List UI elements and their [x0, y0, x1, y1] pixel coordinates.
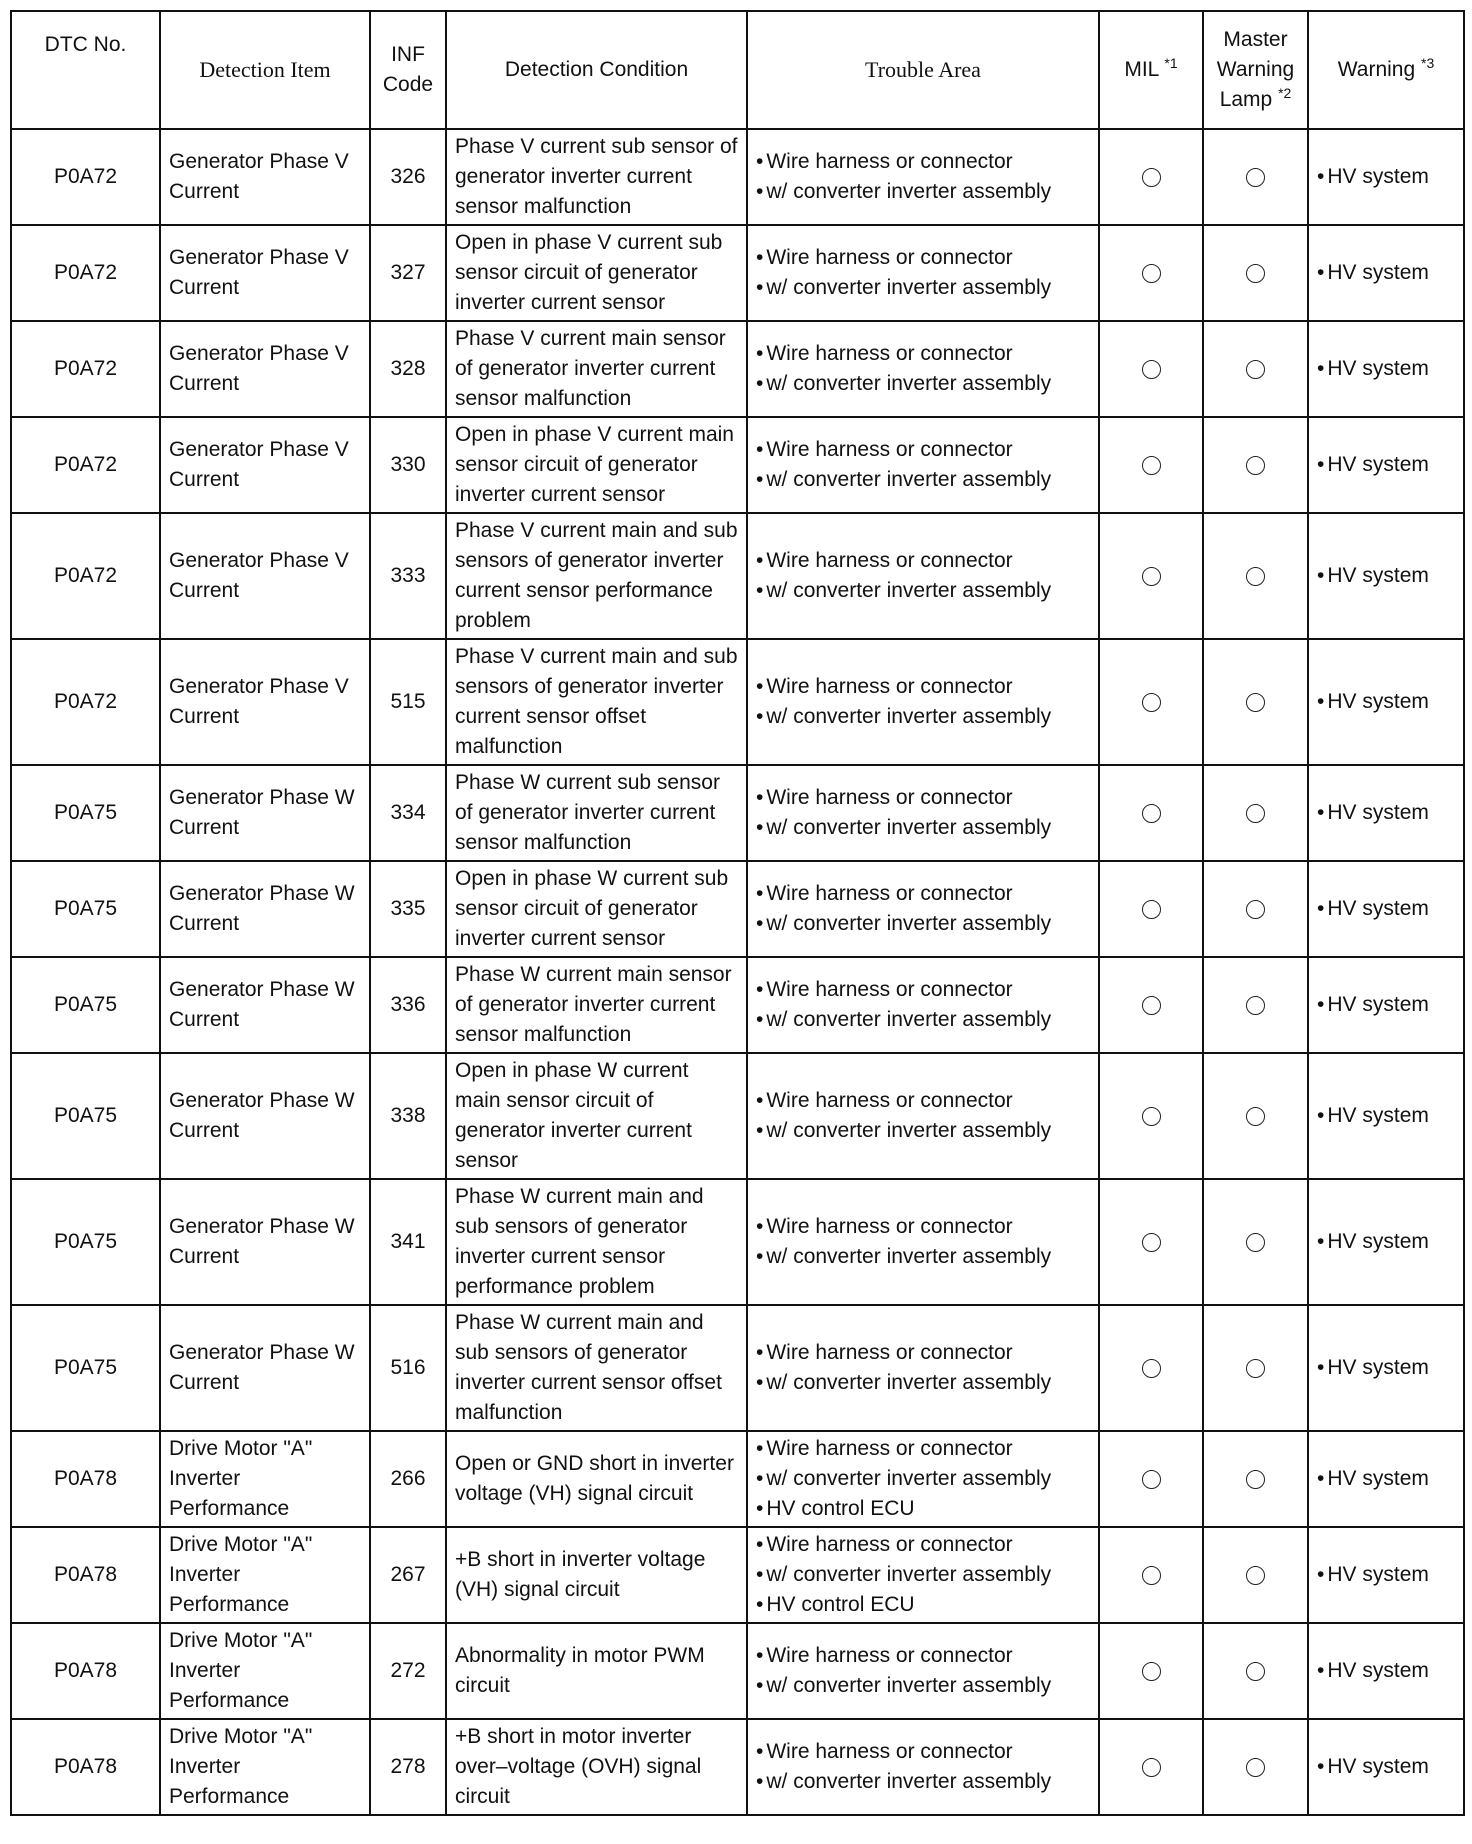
table-row	[11, 129, 1464, 225]
trouble-area-cell	[747, 417, 1099, 513]
mil-cell	[1099, 861, 1203, 957]
header-dtc-no: DTC No.	[11, 11, 160, 129]
trouble-area-item: • Wire harness or connector	[756, 1434, 1090, 1464]
mil-cell	[1099, 1527, 1203, 1623]
circle-mark-icon	[1246, 360, 1265, 379]
header-mil-note: *1	[1164, 55, 1178, 71]
circle-mark-icon	[1142, 900, 1161, 919]
detection-condition-cell: Open or GND short in inverter voltage (VH) signal circuit	[446, 1431, 747, 1527]
table-row	[11, 225, 1464, 321]
circle-mark-icon	[1142, 1470, 1161, 1489]
circle-mark-icon	[1246, 1107, 1265, 1126]
dtc-number-cell: P0A72	[11, 129, 160, 225]
header-master-warning-note: *2	[1278, 85, 1292, 101]
dtc-number-cell: P0A78	[11, 1431, 160, 1527]
detection-item-cell: Drive Motor "A" Inverter Performance	[160, 1431, 370, 1527]
table-row	[11, 639, 1464, 765]
header-inf-code: INF Code	[370, 11, 446, 129]
detection-item-cell: Generator Phase V Current	[160, 513, 370, 639]
inf-code-cell: 326	[370, 129, 446, 225]
trouble-area-item: • Wire harness or connector	[756, 1212, 1090, 1242]
table-row	[11, 1179, 1464, 1305]
dtc-number-cell: P0A75	[11, 765, 160, 861]
master-warning-cell	[1203, 417, 1308, 513]
mil-cell	[1099, 957, 1203, 1053]
circle-mark-icon	[1246, 1566, 1265, 1585]
header-mil-label: MIL	[1124, 58, 1159, 81]
warning-cell	[1308, 513, 1464, 639]
circle-mark-icon	[1246, 1359, 1265, 1378]
dtc-number-cell: P0A75	[11, 1179, 160, 1305]
master-warning-cell	[1203, 957, 1308, 1053]
table-row	[11, 861, 1464, 957]
warning-cell	[1308, 957, 1464, 1053]
circle-mark-icon	[1246, 567, 1265, 586]
circle-mark-icon	[1246, 168, 1265, 187]
trouble-area-cell	[747, 1179, 1099, 1305]
table-row	[11, 765, 1464, 861]
dtc-number-cell: P0A78	[11, 1719, 160, 1815]
circle-mark-icon	[1142, 1662, 1161, 1681]
master-warning-cell	[1203, 129, 1308, 225]
detection-item-cell: Drive Motor "A" Inverter Performance	[160, 1623, 370, 1719]
inf-code-cell: 328	[370, 321, 446, 417]
detection-item-cell: Generator Phase V Current	[160, 225, 370, 321]
detection-condition-cell: Phase V current main sensor of generator inverter current sensor malfunction	[446, 321, 747, 417]
dtc-number-cell: P0A75	[11, 861, 160, 957]
warning-item: • HV system	[1317, 1560, 1455, 1590]
detection-condition-cell: Phase W current main and sub sensors of generator inverter current sensor performance problem	[446, 1179, 747, 1305]
trouble-area-cell	[747, 1305, 1099, 1431]
table-row	[11, 957, 1464, 1053]
trouble-area-item: • Wire harness or connector	[756, 1737, 1090, 1767]
warning-cell	[1308, 129, 1464, 225]
mil-cell	[1099, 1719, 1203, 1815]
master-warning-cell	[1203, 1053, 1308, 1179]
header-master-warning-label: Master Warning Lamp	[1216, 28, 1295, 111]
circle-mark-icon	[1142, 1359, 1161, 1378]
table-row	[11, 1431, 1464, 1527]
detection-condition-cell: Phase W current main sensor of generator inverter current sensor malfunction	[446, 957, 747, 1053]
trouble-area-cell	[747, 321, 1099, 417]
detection-item-cell: Generator Phase V Current	[160, 129, 370, 225]
master-warning-cell	[1203, 1527, 1308, 1623]
warning-item: • HV system	[1317, 162, 1455, 192]
header-warning-label: Warning	[1337, 58, 1416, 81]
table-row	[11, 1719, 1464, 1815]
master-warning-cell	[1203, 1623, 1308, 1719]
master-warning-cell	[1203, 1431, 1308, 1527]
trouble-area-item: • Wire harness or connector	[756, 546, 1090, 576]
mil-cell	[1099, 1431, 1203, 1527]
circle-mark-icon	[1142, 693, 1161, 712]
trouble-area-item: • Wire harness or connector	[756, 1338, 1090, 1368]
warning-cell	[1308, 1305, 1464, 1431]
circle-mark-icon	[1246, 900, 1265, 919]
trouble-area-item: • w/ converter inverter assembly	[756, 1368, 1090, 1398]
mil-cell	[1099, 417, 1203, 513]
dtc-number-cell: P0A72	[11, 321, 160, 417]
trouble-area-item: • w/ converter inverter assembly	[756, 273, 1090, 303]
dtc-table	[10, 10, 1465, 1816]
detection-item-cell: Generator Phase W Current	[160, 1053, 370, 1179]
circle-mark-icon	[1246, 1758, 1265, 1777]
circle-mark-icon	[1142, 996, 1161, 1015]
trouble-area-item: • Wire harness or connector	[756, 672, 1090, 702]
warning-item: • HV system	[1317, 1101, 1455, 1131]
detection-item-cell: Generator Phase W Current	[160, 1179, 370, 1305]
inf-code-cell: 327	[370, 225, 446, 321]
warning-cell	[1308, 765, 1464, 861]
inf-code-cell: 338	[370, 1053, 446, 1179]
warning-item: • HV system	[1317, 1464, 1455, 1494]
trouble-area-item: • Wire harness or connector	[756, 975, 1090, 1005]
mil-cell	[1099, 765, 1203, 861]
trouble-area-cell	[747, 1719, 1099, 1815]
trouble-area-item: • Wire harness or connector	[756, 1530, 1090, 1560]
trouble-area-item: • Wire harness or connector	[756, 435, 1090, 465]
circle-mark-icon	[1246, 693, 1265, 712]
circle-mark-icon	[1246, 1233, 1265, 1252]
warning-cell	[1308, 1623, 1464, 1719]
trouble-area-cell	[747, 861, 1099, 957]
mil-cell	[1099, 321, 1203, 417]
trouble-area-item: • w/ converter inverter assembly	[756, 1560, 1090, 1590]
dtc-table-container	[10, 10, 1465, 1816]
trouble-area-cell	[747, 1053, 1099, 1179]
inf-code-cell: 516	[370, 1305, 446, 1431]
warning-item: • HV system	[1317, 258, 1455, 288]
detection-item-cell: Generator Phase V Current	[160, 639, 370, 765]
detection-condition-cell: Phase W current main and sub sensors of generator inverter current sensor offset malfunction	[446, 1305, 747, 1431]
dtc-number-cell: P0A75	[11, 957, 160, 1053]
trouble-area-item: • w/ converter inverter assembly	[756, 576, 1090, 606]
master-warning-cell	[1203, 225, 1308, 321]
circle-mark-icon	[1246, 1470, 1265, 1489]
trouble-area-item: • Wire harness or connector	[756, 783, 1090, 813]
master-warning-cell	[1203, 1179, 1308, 1305]
dtc-number-cell: P0A72	[11, 225, 160, 321]
trouble-area-cell	[747, 1431, 1099, 1527]
detection-condition-cell: +B short in motor inverter over–voltage (OVH) signal circuit	[446, 1719, 747, 1815]
warning-cell	[1308, 225, 1464, 321]
warning-cell	[1308, 1431, 1464, 1527]
dtc-table-body	[11, 129, 1464, 1815]
table-row	[11, 513, 1464, 639]
master-warning-cell	[1203, 765, 1308, 861]
detection-item-cell: Generator Phase W Current	[160, 861, 370, 957]
circle-mark-icon	[1142, 804, 1161, 823]
detection-condition-cell: Open in phase V current main sensor circuit of generator inverter current sensor	[446, 417, 747, 513]
trouble-area-item: • w/ converter inverter assembly	[756, 1116, 1090, 1146]
dtc-number-cell: P0A75	[11, 1053, 160, 1179]
detection-item-cell: Generator Phase V Current	[160, 321, 370, 417]
detection-item-cell: Generator Phase W Current	[160, 1305, 370, 1431]
trouble-area-cell	[747, 765, 1099, 861]
inf-code-cell: 278	[370, 1719, 446, 1815]
warning-item: • HV system	[1317, 354, 1455, 384]
warning-item: • HV system	[1317, 1752, 1455, 1782]
header-detection-item: Detection Item	[160, 11, 370, 129]
trouble-area-item: • Wire harness or connector	[756, 1641, 1090, 1671]
inf-code-cell: 267	[370, 1527, 446, 1623]
inf-code-cell: 341	[370, 1179, 446, 1305]
dtc-number-cell: P0A72	[11, 513, 160, 639]
trouble-area-item: • HV control ECU	[756, 1590, 1090, 1620]
trouble-area-cell	[747, 1623, 1099, 1719]
detection-condition-cell: Phase V current main and sub sensors of generator inverter current sensor performance problem	[446, 513, 747, 639]
warning-cell	[1308, 1719, 1464, 1815]
mil-cell	[1099, 225, 1203, 321]
inf-code-cell: 334	[370, 765, 446, 861]
warning-item: • HV system	[1317, 1353, 1455, 1383]
circle-mark-icon	[1142, 1758, 1161, 1777]
trouble-area-cell	[747, 513, 1099, 639]
header-master-warning	[1203, 11, 1308, 129]
master-warning-cell	[1203, 1719, 1308, 1815]
table-row	[11, 417, 1464, 513]
circle-mark-icon	[1142, 567, 1161, 586]
detection-condition-cell: Phase W current sub sensor of generator inverter current sensor malfunction	[446, 765, 747, 861]
master-warning-cell	[1203, 1305, 1308, 1431]
circle-mark-icon	[1142, 360, 1161, 379]
inf-code-cell: 272	[370, 1623, 446, 1719]
trouble-area-item: • Wire harness or connector	[756, 243, 1090, 273]
master-warning-cell	[1203, 513, 1308, 639]
warning-cell	[1308, 1179, 1464, 1305]
mil-cell	[1099, 1053, 1203, 1179]
trouble-area-cell	[747, 639, 1099, 765]
warning-item: • HV system	[1317, 561, 1455, 591]
warning-item: • HV system	[1317, 798, 1455, 828]
dtc-number-cell: P0A72	[11, 639, 160, 765]
warning-item: • HV system	[1317, 1227, 1455, 1257]
detection-condition-cell: Open in phase W current main sensor circuit of generator inverter current sensor	[446, 1053, 747, 1179]
detection-item-cell: Generator Phase W Current	[160, 957, 370, 1053]
inf-code-cell: 266	[370, 1431, 446, 1527]
inf-code-cell: 333	[370, 513, 446, 639]
mil-cell	[1099, 1305, 1203, 1431]
trouble-area-item: • w/ converter inverter assembly	[756, 177, 1090, 207]
circle-mark-icon	[1246, 264, 1265, 283]
circle-mark-icon	[1142, 264, 1161, 283]
warning-item: • HV system	[1317, 990, 1455, 1020]
header-mil	[1099, 11, 1203, 129]
table-row	[11, 321, 1464, 417]
detection-condition-cell: Phase V current sub sensor of generator inverter current sensor malfunction	[446, 129, 747, 225]
master-warning-cell	[1203, 861, 1308, 957]
trouble-area-cell	[747, 957, 1099, 1053]
header-warning	[1308, 11, 1464, 129]
circle-mark-icon	[1246, 1662, 1265, 1681]
detection-condition-cell: Phase V current main and sub sensors of generator inverter current sensor offset malfunction	[446, 639, 747, 765]
detection-item-cell: Generator Phase V Current	[160, 417, 370, 513]
trouble-area-item: • w/ converter inverter assembly	[756, 1464, 1090, 1494]
inf-code-cell: 336	[370, 957, 446, 1053]
trouble-area-item: • w/ converter inverter assembly	[756, 369, 1090, 399]
detection-condition-cell: Abnormality in motor PWM circuit	[446, 1623, 747, 1719]
mil-cell	[1099, 129, 1203, 225]
warning-cell	[1308, 321, 1464, 417]
circle-mark-icon	[1246, 456, 1265, 475]
trouble-area-cell	[747, 129, 1099, 225]
inf-code-cell: 330	[370, 417, 446, 513]
dtc-number-cell: P0A78	[11, 1527, 160, 1623]
detection-item-cell: Drive Motor "A" Inverter Performance	[160, 1719, 370, 1815]
trouble-area-item: • w/ converter inverter assembly	[756, 702, 1090, 732]
trouble-area-item: • w/ converter inverter assembly	[756, 465, 1090, 495]
dtc-number-cell: P0A72	[11, 417, 160, 513]
detection-item-cell: Generator Phase W Current	[160, 765, 370, 861]
trouble-area-item: • w/ converter inverter assembly	[756, 909, 1090, 939]
circle-mark-icon	[1142, 1233, 1161, 1252]
mil-cell	[1099, 513, 1203, 639]
header-detection-condition: Detection Condition	[446, 11, 747, 129]
detection-condition-cell: Open in phase W current sub sensor circuit of generator inverter current sensor	[446, 861, 747, 957]
dtc-number-cell: P0A78	[11, 1623, 160, 1719]
header-warning-note: *3	[1421, 55, 1435, 71]
trouble-area-item: • Wire harness or connector	[756, 339, 1090, 369]
trouble-area-item: • w/ converter inverter assembly	[756, 1767, 1090, 1797]
trouble-area-item: • Wire harness or connector	[756, 1086, 1090, 1116]
warning-item: • HV system	[1317, 894, 1455, 924]
warning-cell	[1308, 417, 1464, 513]
warning-item: • HV system	[1317, 1656, 1455, 1686]
mil-cell	[1099, 1623, 1203, 1719]
circle-mark-icon	[1142, 1566, 1161, 1585]
table-row	[11, 1053, 1464, 1179]
trouble-area-item: • w/ converter inverter assembly	[756, 813, 1090, 843]
detection-item-cell: Drive Motor "A" Inverter Performance	[160, 1527, 370, 1623]
trouble-area-cell	[747, 1527, 1099, 1623]
warning-item: • HV system	[1317, 450, 1455, 480]
trouble-area-item: • Wire harness or connector	[756, 147, 1090, 177]
mil-cell	[1099, 639, 1203, 765]
trouble-area-item: • w/ converter inverter assembly	[756, 1242, 1090, 1272]
inf-code-cell: 515	[370, 639, 446, 765]
table-row	[11, 1623, 1464, 1719]
master-warning-cell	[1203, 321, 1308, 417]
warning-item: • HV system	[1317, 687, 1455, 717]
warning-cell	[1308, 1053, 1464, 1179]
master-warning-cell	[1203, 639, 1308, 765]
header-trouble-area: Trouble Area	[747, 11, 1099, 129]
warning-cell	[1308, 639, 1464, 765]
circle-mark-icon	[1142, 1107, 1161, 1126]
warning-cell	[1308, 1527, 1464, 1623]
trouble-area-item: • w/ converter inverter assembly	[756, 1671, 1090, 1701]
detection-condition-cell: Open in phase V current sub sensor circuit of generator inverter current sensor	[446, 225, 747, 321]
trouble-area-item: • HV control ECU	[756, 1494, 1090, 1524]
dtc-number-cell: P0A75	[11, 1305, 160, 1431]
trouble-area-cell	[747, 225, 1099, 321]
trouble-area-item: • Wire harness or connector	[756, 879, 1090, 909]
table-row	[11, 1527, 1464, 1623]
detection-condition-cell: +B short in inverter voltage (VH) signal circuit	[446, 1527, 747, 1623]
circle-mark-icon	[1246, 804, 1265, 823]
table-row	[11, 1305, 1464, 1431]
warning-cell	[1308, 861, 1464, 957]
mil-cell	[1099, 1179, 1203, 1305]
trouble-area-item: • w/ converter inverter assembly	[756, 1005, 1090, 1035]
header-row	[11, 11, 1464, 129]
circle-mark-icon	[1142, 168, 1161, 187]
circle-mark-icon	[1142, 456, 1161, 475]
inf-code-cell: 335	[370, 861, 446, 957]
circle-mark-icon	[1246, 996, 1265, 1015]
